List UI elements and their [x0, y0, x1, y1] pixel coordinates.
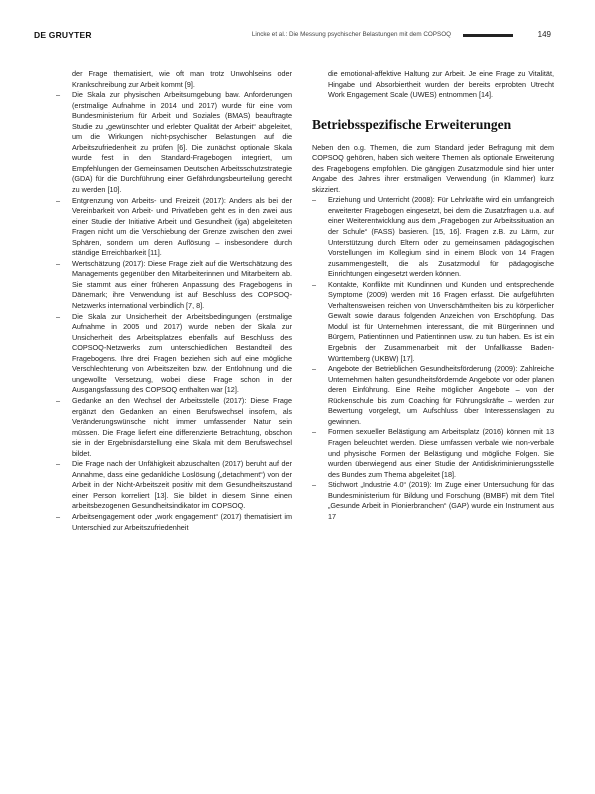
right-bullet-list — [312, 195, 554, 522]
right-column — [312, 69, 554, 522]
list-item-text: Entgrenzung von Arbeits- und Freizeit (2017): Anders als bei der Vereinbarkeit von Arbeit- und Privatleben geht es in den zwei aus einer Studie der Initiative Arbeit und Gesundheit (iga) abgeleiteten Fragen nicht um die Verschiebung der Grenze zwischen den zwei Sphären, sondern um deren Auflösung – insbesondere durch ständige Erreichbarkeit [11]. — [72, 195, 292, 258]
list-item-text: Die Skala zur physischen Arbeitsumgebung baw. Anforderungen (erstmalige Aufnahme in 2014 und 2017) wurde für eine vom Bundesministerium für Arbeit und Soziales (BMAS) beauftragte Studie zu „gewünschter und erlebter Qualität der Arbeit“ abgeleitet, um die Wirkungen nicht-psychischer Belastungen auf die Arbeitszufriedenheit zu prüfen [6]. Die zunächst optionale Skala wurde fest in den Standard-Fragebogen integriert, um Empfehlungen der Gemeinsamen Deutschen Arbeitsschutzstrategie (GDA) für die Durchführung einer Gefährdungsbeurteilung gerecht zu werden [10]. — [72, 90, 292, 195]
list-item — [56, 459, 292, 512]
list-item — [312, 280, 554, 364]
dash-bullet-icon: – — [312, 195, 317, 205]
dash-bullet-icon: – — [56, 395, 61, 405]
list-item — [56, 512, 292, 533]
dash-bullet-icon: – — [312, 427, 317, 437]
list-item — [312, 427, 554, 480]
page-number: 149 — [537, 30, 551, 39]
left-column — [56, 69, 292, 533]
dash-bullet-icon: – — [56, 90, 61, 100]
list-item — [56, 312, 292, 396]
list-item — [56, 196, 292, 259]
dash-bullet-icon: – — [312, 364, 317, 374]
list-item-text: Angebote der Betrieblichen Gesundheitsförderung (2009): Zahlreiche Unternehmen halten gesundheitsfördernde Angebote vor oder planen deren Einführung. Eine Reihe möglicher Angebote – von der Rückenschule bis zum Coaching für Führungskräfte – werden zur Bewertung vorgelegt, um Aufschluss über Interessenslagen zu gewinnen. — [328, 364, 554, 426]
list-item — [312, 364, 554, 427]
dash-bullet-icon: – — [56, 258, 61, 268]
page-header — [34, 30, 551, 44]
header-rule — [463, 34, 513, 37]
list-item-text: Die Frage nach der Unfähigkeit abzuschalten (2017) beruht auf der Annahme, dass eine gedankliche Loslösung („detachment“) von der Arbeit in der Nicht-Arbeitszeit positiv mit dem Gesundheitszustand einer Person korreliert [13]. Sie bildet in diesem Sinne einen arbeitsbezogenen Gesundheitsindikator im COPSOQ. — [72, 459, 292, 511]
list-item-text: Gedanke an den Wechsel der Arbeitsstelle (2017): Diese Frage ergänzt den Gedanken an einen Berufswechsel insofern, als Veränderungswünsche nicht immer umfassender Natur sein müssen. Die Frage liefert eine differenzierte Betrachtung, obschon sie in der Ergebnisdarstellung eine Skala mit dem Berufswechsel bildet. — [72, 395, 292, 458]
list-item-text: Formen sexueller Belästigung am Arbeitsplatz (2016) können mit 13 Fragen beleuchtet werden. Diese umfassen verbale wie non-verbale und physische Formen der Belästigung und mögliche Folgen. Sie wurden überwiegend aus einer Studie der Antidiskriminierungsstelle des Bundes zum Thema abgeleitet [18]. — [328, 427, 554, 479]
publisher-logo: DE GRUYTER — [34, 30, 92, 40]
list-item — [312, 480, 554, 522]
dash-bullet-icon: – — [56, 459, 61, 469]
running-title: Lincke et al.: Die Messung psychischer Belastungen mit dem COPSOQ — [251, 31, 451, 38]
dash-bullet-icon: – — [56, 511, 61, 521]
list-item-text: Erziehung und Unterricht (2008): Für Lehrkräfte wird ein umfangreich erweiterter Fragebogen eingesetzt, bei dem die Zusatzfragen u.a. auf einer Weiterentwicklung aus dem „Fragebogen zur Arbeitssituation an der Schule“ (FASS) basieren. [15, 16]. Fragen z.B. zu Lärm, zur Unterstützung durch Eltern oder zu gemeinsamen pädagogischen Vorstellungen im Kollegium sind in einem Block von 14 Fragen zusammengestellt, die als Zusatzmodul für pädagogische Einrichtungen eingesetzt werden können. — [328, 195, 554, 279]
left-continuation-paragraph: der Frage thematisiert, wie oft man trotz Unwohlseins oder Krankschreibung zur Arbeit kommt [9]. — [72, 69, 292, 89]
list-item — [56, 259, 292, 312]
dash-bullet-icon: – — [56, 195, 61, 205]
dash-bullet-icon: – — [312, 279, 317, 289]
list-item — [312, 195, 554, 279]
list-item-text: Arbeitsengagement oder „work engagement“ (2017) thematisiert im Unterschied zur Arbeitszufriedenheit — [72, 511, 292, 532]
section-intro-paragraph: Neben den o.g. Themen, die zum Standard jeder Befragung mit dem COPSOQ gehören, haben sich weitere Themen als optionale Erweiterung des Fragebogens empfohlen. Die gängigen Zusatzmodule sind hier unter Angabe des Jahres ihrer erstmaligen Verwendung (in Klammer) kurz skizziert. — [312, 142, 554, 194]
list-item-text: Stichwort „Industrie 4.0“ (2019): Im Zuge einer Untersuchung für das Bundesministerium für Bildung und Forschung (BMBF) mit dem Titel „Gesunde Arbeit in Pionierbranchen“ (GAP) wurde ein Instrument aus 17 — [328, 480, 554, 521]
list-item-text: Kontakte, Konflikte mit Kundinnen und Kunden und entsprechende Symptome (2009) werden mit 16 Fragen erfasst. Die aufgeführten Verhaltensweisen reichen von Unverschämtheiten bis zu körperlicher Gewalt sowie daraus folgenden Anzeichen von Erschöpfung. Das Modul ist für Unternehmen interessant, die mit Bürgerinnen und Bürgern, Patientinnen und Patientinnen usw. zu tun haben. Es ist ein Ergebnis der Zusammenarbeit mit der Unfallkasse Baden-Württemberg (UKBW) [17]. — [328, 279, 554, 363]
list-item — [56, 396, 292, 459]
right-continuation-paragraph: die emotional-affektive Haltung zur Arbeit. Je eine Frage zu Vitalität, Hingabe und Absorbiertheit wurden der bereits erprobten Utrecht Work Engagement Scale (UWES) entnommen [14]. — [328, 69, 554, 100]
dash-bullet-icon: – — [56, 311, 61, 321]
list-item-text: Die Skala zur Unsicherheit der Arbeitsbedingungen (erstmalige Aufnahme in 2005 und 2017) wurde neben der Skala zur Unsicherheit des Arbeitsplatzes ebenfalls auf Beschluss des COPSOQ-Netzwerks zum unterschiedlichen Bestandteil des Fragebogens. Ihre drei Fragen beziehen sich auf eine mögliche Verschlechterung von Arbeitszeiten bzw. der Entlohnung und die ungewollte Versetzung, wobei diese Frage schon in der Ausgangsfassung des COPSOQ enthalten war [12]. — [72, 311, 292, 395]
left-bullet-list — [56, 90, 292, 533]
list-item — [56, 90, 292, 195]
dash-bullet-icon: – — [312, 480, 317, 490]
list-item-text: Wertschätzung (2017): Diese Frage zielt auf die Wertschätzung des Managements gegenüber den Mitarbeiterinnen und Mitarbeitern ab. Sie stammt aus einer früheren Anpassung des Fragebogens in Dänemark; ihre Verwendung ist auf Beschluss des COPSOQ-Netzwerks international verbindlich [7, 8]. — [72, 258, 292, 311]
section-heading: Betriebsspezifische Erweiterungen — [312, 116, 512, 132]
